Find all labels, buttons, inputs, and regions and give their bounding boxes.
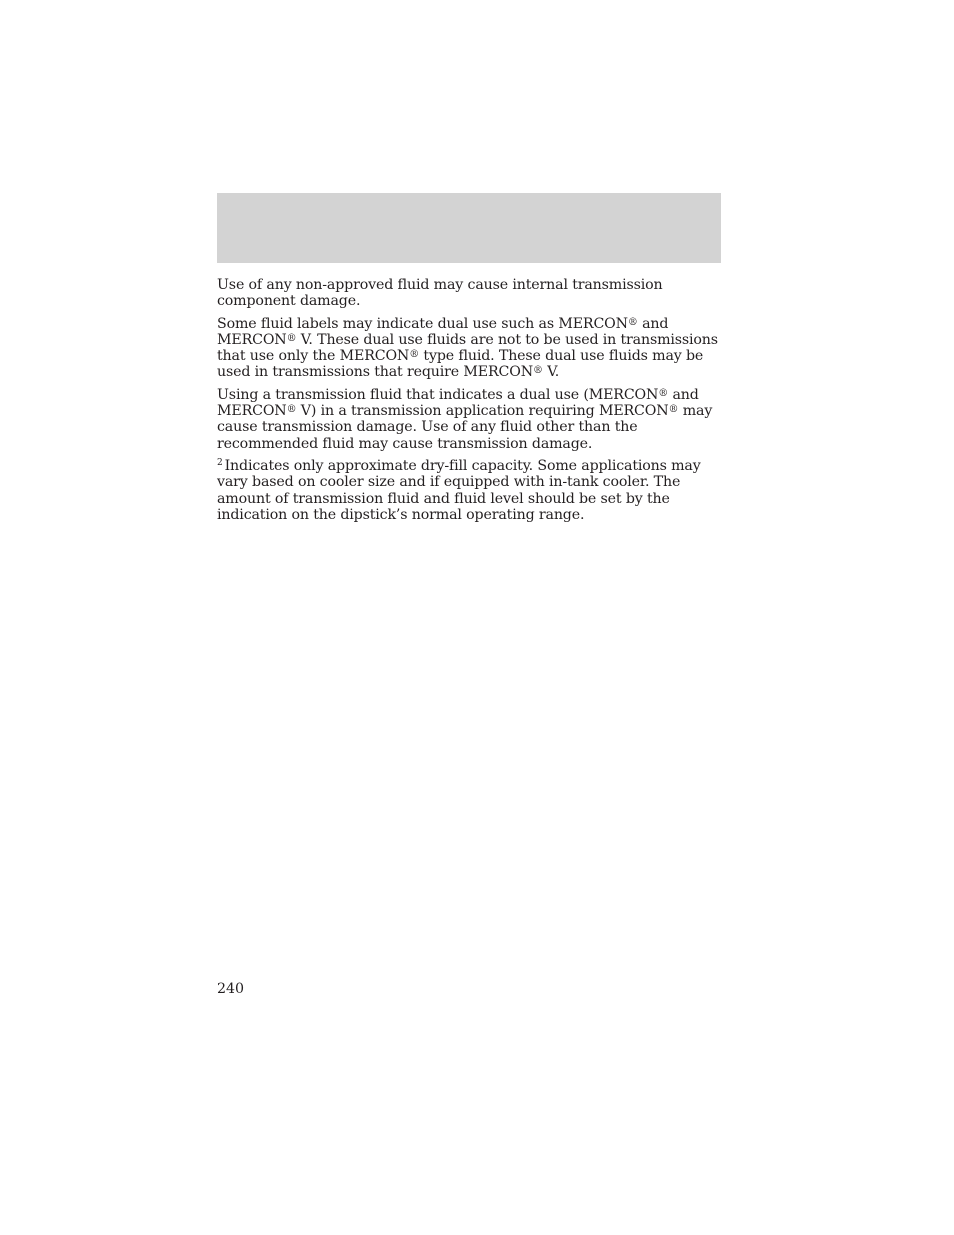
paragraph-dual-use-labels [217, 316, 717, 381]
text-line [217, 387, 717, 403]
paragraph-dual-use-damage [217, 387, 717, 452]
text-line [217, 458, 717, 474]
text-line: component damage. [217, 293, 361, 310]
text-line [217, 348, 717, 364]
registered-mark: ® [286, 404, 297, 416]
registered-mark: ® [532, 365, 543, 377]
text-line: Use of any non-approved fluid may cause internal transmission [217, 277, 663, 293]
paragraph-non-approved-fluid [217, 277, 717, 310]
registered-mark: ® [668, 404, 679, 416]
text-segment: Some fluid labels may indicate dual use such as MERCON [217, 315, 628, 332]
text-segment: V. These dual use fluids are not to be used in transmissions [296, 331, 718, 348]
text-segment: used in transmissions that require MERCON [217, 364, 533, 381]
text-segment: may [678, 403, 713, 420]
text-segment: Using a transmission fluid that indicates a dual use (MERCON [217, 386, 659, 403]
text-segment: type fluid. These dual use fluids may be [419, 348, 704, 365]
text-segment: that use only the MERCON [217, 348, 410, 365]
section-header-band [217, 193, 721, 263]
registered-mark: ® [658, 387, 669, 399]
text-segment: V) in a transmission application requiring MERCON [296, 403, 669, 420]
text-segment: Indicates only approximate dry-fill capacity. Some applications may [224, 457, 701, 474]
footnote-capacity [217, 458, 717, 523]
text-segment: MERCON [217, 403, 287, 420]
text-line [217, 364, 717, 380]
text-line: amount of transmission fluid and fluid level should be set by the [217, 490, 670, 507]
text-segment: V. [542, 364, 560, 381]
body-text [217, 277, 717, 529]
text-line [217, 403, 717, 419]
text-segment: and [668, 386, 699, 403]
registered-mark: ® [627, 316, 638, 328]
text-line: vary based on cooler size and if equipped with in-tank cooler. The [217, 474, 681, 491]
footnote-marker: 2 [217, 457, 223, 468]
text-segment: MERCON [217, 331, 287, 348]
registered-mark: ® [409, 349, 420, 361]
registered-mark: ® [286, 332, 297, 344]
page-number: 240 [217, 981, 245, 997]
text-line [217, 316, 717, 332]
text-line [217, 332, 717, 348]
text-line: indication on the dipstick’s normal operating range. [217, 506, 585, 523]
text-line: recommended fluid may cause transmission damage. [217, 435, 593, 452]
text-line: cause transmission damage. Use of any fluid other than the [217, 419, 638, 436]
text-segment: and [637, 315, 669, 332]
